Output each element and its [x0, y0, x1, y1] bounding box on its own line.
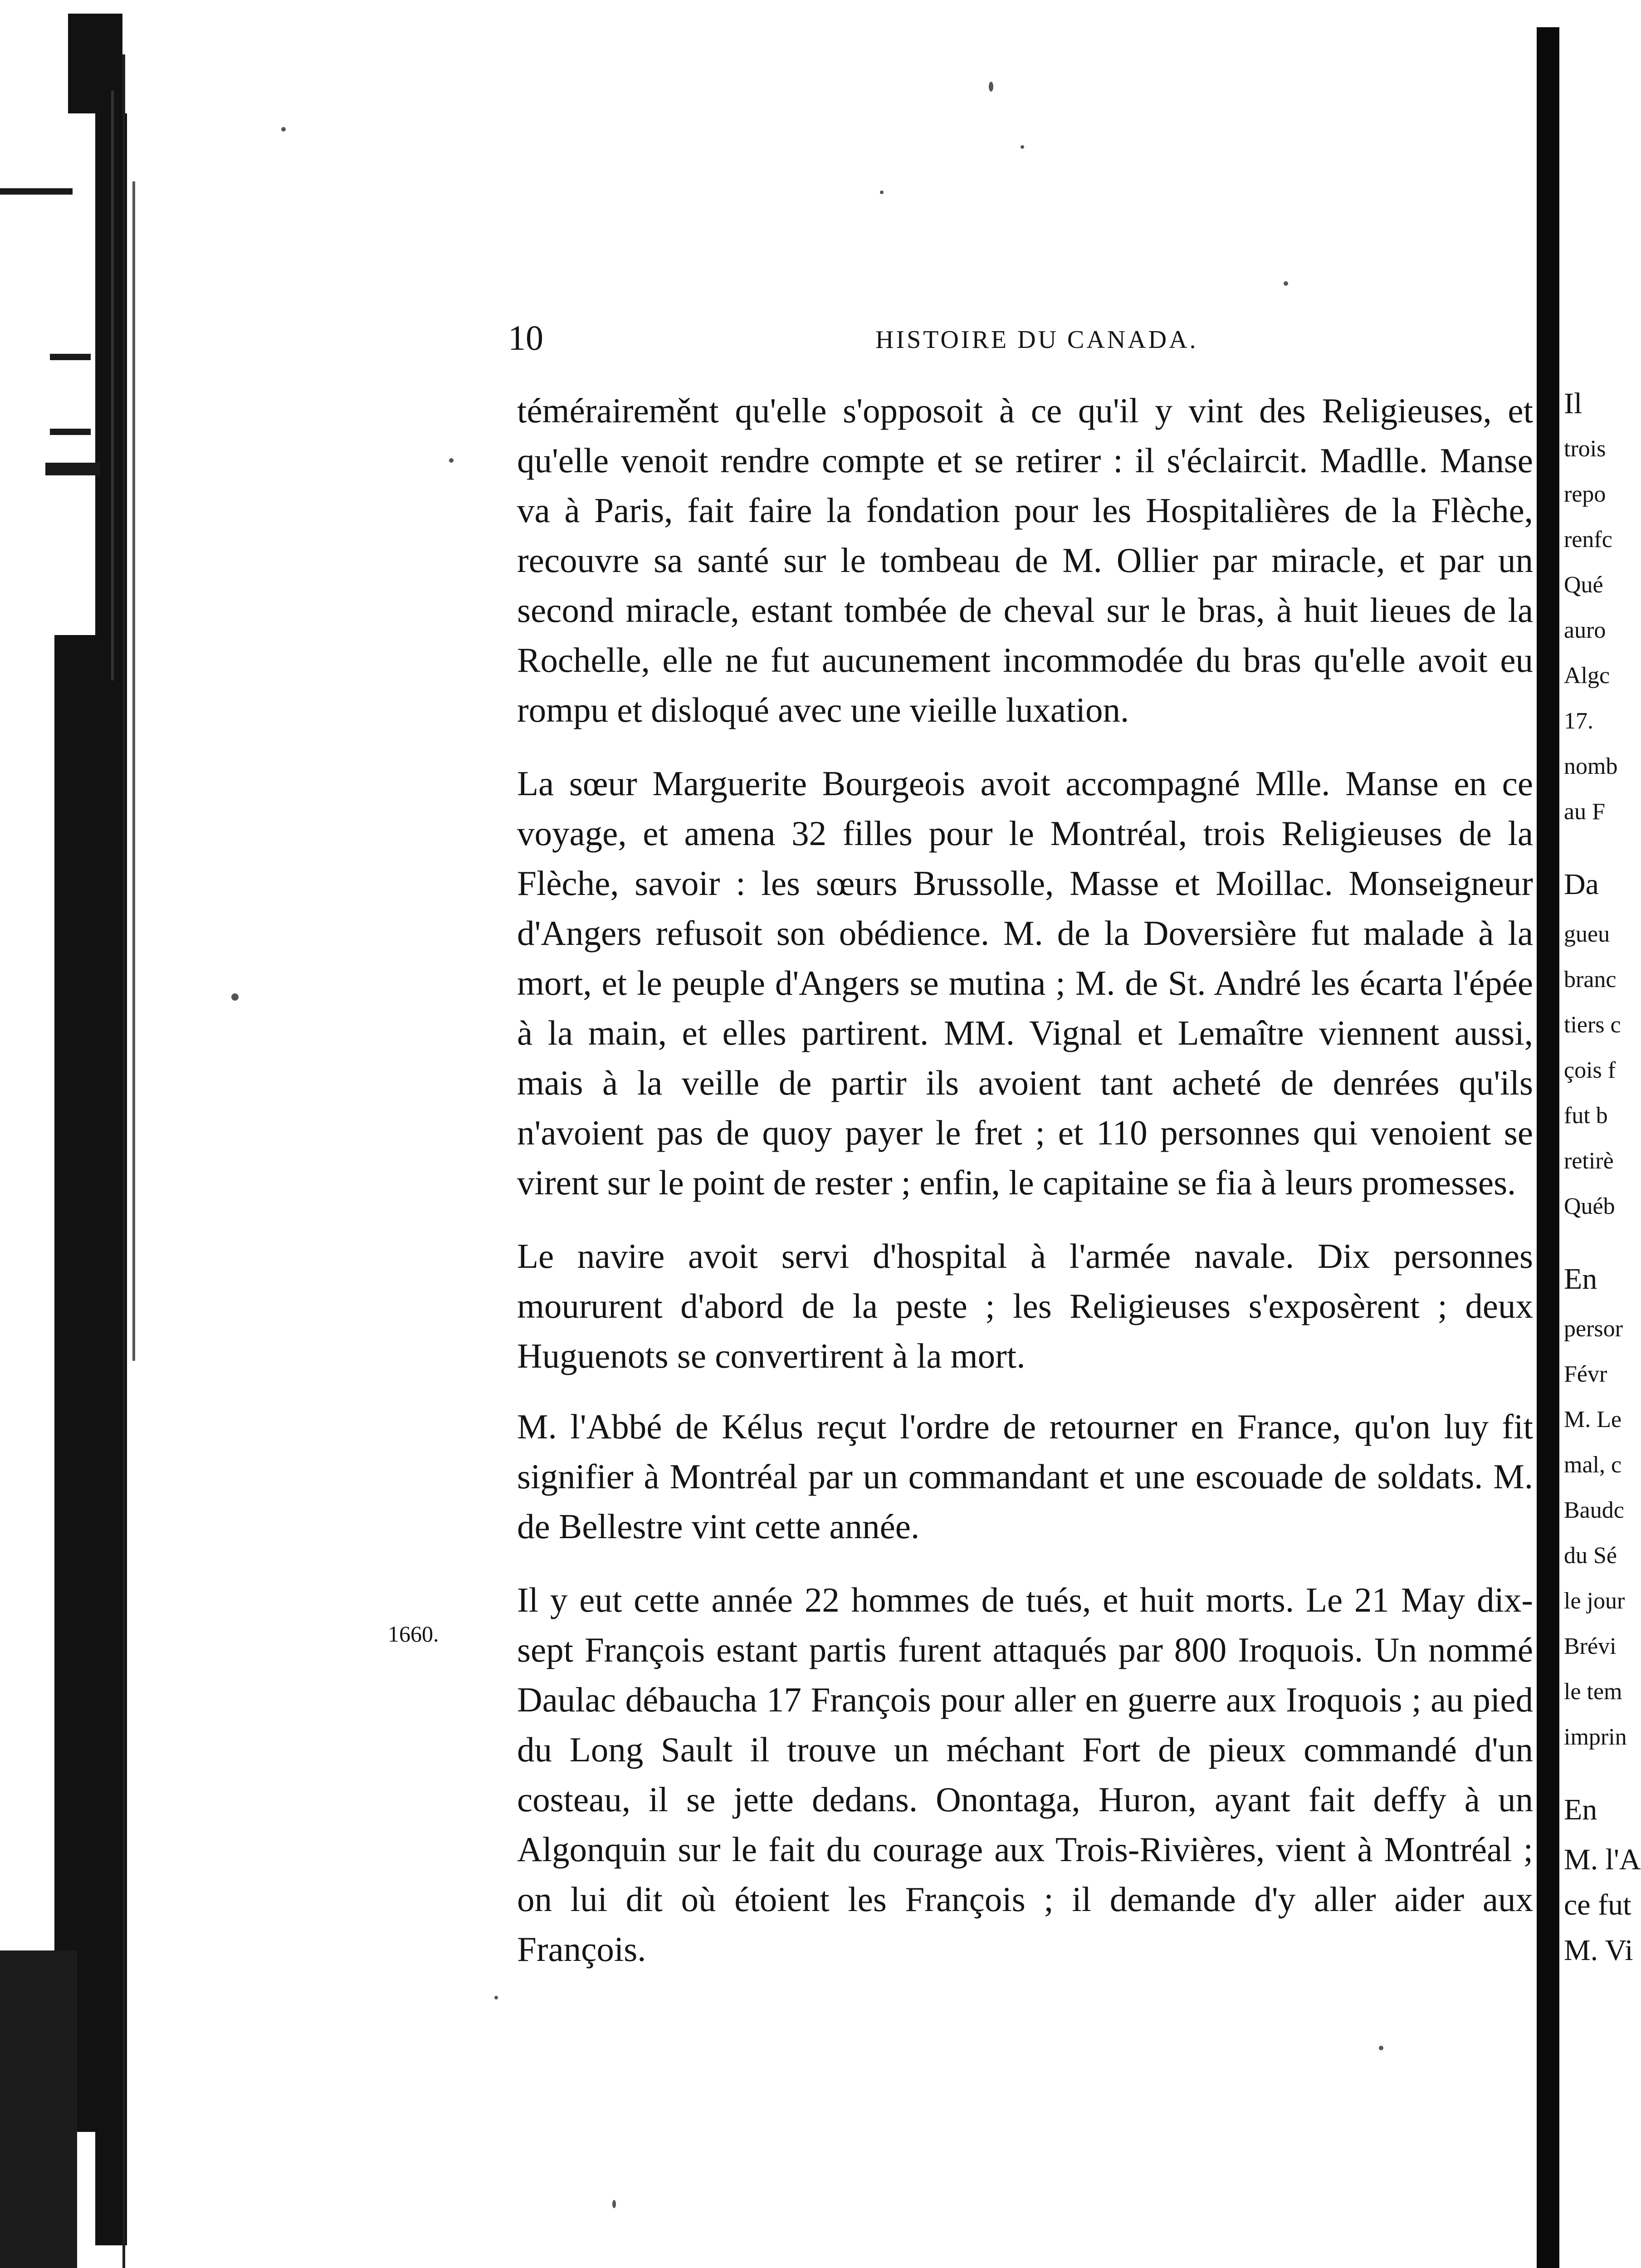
facing-page-line: 17.: [1564, 708, 1593, 734]
scan-speck: [494, 1996, 498, 1999]
facing-page-line: fut b: [1564, 1103, 1608, 1129]
facing-page-line: le jour: [1564, 1588, 1625, 1614]
facing-page-line: Févr: [1564, 1361, 1607, 1387]
facing-page-line: mal, c: [1564, 1452, 1622, 1478]
facing-page-line: Algc: [1564, 663, 1610, 689]
facing-page-line: retirè: [1564, 1148, 1614, 1174]
scan-speck: [989, 82, 993, 92]
running-header: [508, 313, 1533, 367]
facing-page-line: persor: [1564, 1316, 1623, 1342]
facing-page-line: le tem: [1564, 1679, 1622, 1705]
facing-page-line: Il: [1564, 387, 1582, 420]
scan-speck: [1379, 2046, 1383, 2050]
scan-speck: [449, 458, 454, 463]
scan-speck: [880, 191, 884, 194]
facing-page-line: Qué: [1564, 572, 1603, 598]
facing-page-line: M. Le: [1564, 1407, 1622, 1432]
facing-page-line: Québ: [1564, 1193, 1615, 1219]
running-title: HISTOIRE DU CANADA.: [875, 326, 1198, 354]
margin-year-note: 1660.: [388, 1621, 439, 1647]
page-divider: [1537, 27, 1559, 2268]
paragraph: Le navire avoit servi d'hospital à l'armée navale. Dix personnes moururent d'abord de la peste ; les Religieuses s'exposèrent ; deux Huguenots se convertirent à la mort.: [517, 1237, 1533, 1375]
facing-page-line: Baudc: [1564, 1497, 1624, 1523]
facing-page-line: au F: [1564, 799, 1605, 825]
scan-speck: [281, 127, 286, 132]
paragraph: M. l'Abbé de Kélus reçut l'ordre de retourner en France, qu'on luy fit signifier à Montréal par un commandant et une escouade de soldats. M. de Bellestre vint cette année.: [517, 1407, 1533, 1546]
page-body: [517, 386, 1533, 1974]
facing-page-line: repo: [1564, 481, 1606, 507]
page-number: 10: [508, 318, 543, 357]
facing-page-line: M. l'A: [1564, 1843, 1641, 1876]
scan-speck: [612, 2200, 616, 2208]
scan-speck: [1284, 281, 1288, 286]
facing-page-line: Da: [1564, 868, 1599, 901]
facing-page-line: auro: [1564, 617, 1606, 643]
facing-page-line: branc: [1564, 967, 1617, 992]
facing-page-line: nomb: [1564, 753, 1618, 779]
binding-gutter: [0, 0, 150, 2268]
paragraph: La sœur Marguerite Bourgeois avoit accompagné Mlle. Manse en ce voyage, et amena 32 filles pour le Montréal, trois Religieuses de la Flèche, savoir : les sœurs Brussolle, Masse et Moillac. Monseigneur d'Angers refusoit son obédience. M. de la Doversière fut malade à la mort, et le peuple d'Angers se mutina ; M. de St. André les écarta l'épée à la main, et elles partirent. MM. Vignal et Lemaître viennent aussi, mais à la veille de partir ils avoient tant acheté de denrées qu'ils n'avoient pas de quoy payer le fret ; et 110 personnes qui venoient se virent sur le point de rester ; enfin, le capitaine se fia à leurs promesses.: [517, 764, 1533, 1202]
facing-page-line: imprin: [1564, 1724, 1627, 1750]
facing-page-line: Brévi: [1564, 1633, 1617, 1659]
paragraph: Il y eut cette année 22 hommes de tués, et huit morts. Le 21 May dix-sept François estant partis furent attaqués par 800 Iroquois. Un nommé Daulac débaucha 17 François pour aller en guerre aux Iroquois ; au pied du Long Sault il trouve un méchant Fort de pieux commandé d'un costeau, il se jette dedans. Onontaga, Huron, ayant fait deffy à un Algonquin sur le fait du courage aux Trois-Rivières, vient à Montréal ; on lui dit où étoient les François ; il demande d'y aller aider aux François.: [517, 1580, 1533, 1969]
scan-speck: [1021, 145, 1024, 149]
facing-page-line: çois f: [1564, 1057, 1616, 1083]
scan-speck: [231, 993, 239, 1001]
facing-page-fragment: [1559, 386, 1641, 2200]
facing-page-line: M. Vi: [1564, 1934, 1633, 1967]
facing-page-line: tiers c: [1564, 1012, 1621, 1038]
facing-page-line: trois: [1564, 436, 1606, 462]
paragraph: téméraireměnt qu'elle s'opposoit à ce qu'il y vint des Religieuses, et qu'elle venoit rendre compte et se retirer : il s'éclaircit. Madlle. Manse va à Paris, fait faire la fondation pour les Hospitalières de la Flèche, recouvre sa santé sur le tombeau de M. Ollier par miracle, et par un second miracle, estant tombée de cheval sur le bras, à huit lieues de la Rochelle, elle ne fut aucunement incommodée du bras qu'elle avoit eu rompu et disloqué avec une vieille luxation.: [517, 391, 1533, 729]
facing-page-line: gueu: [1564, 921, 1610, 947]
facing-page-line: En: [1564, 1793, 1597, 1826]
facing-page-line: du Sé: [1564, 1543, 1617, 1569]
facing-page-line: renfc: [1564, 527, 1612, 552]
facing-page-line: En: [1564, 1262, 1597, 1295]
facing-page-line: ce fut: [1564, 1888, 1631, 1921]
